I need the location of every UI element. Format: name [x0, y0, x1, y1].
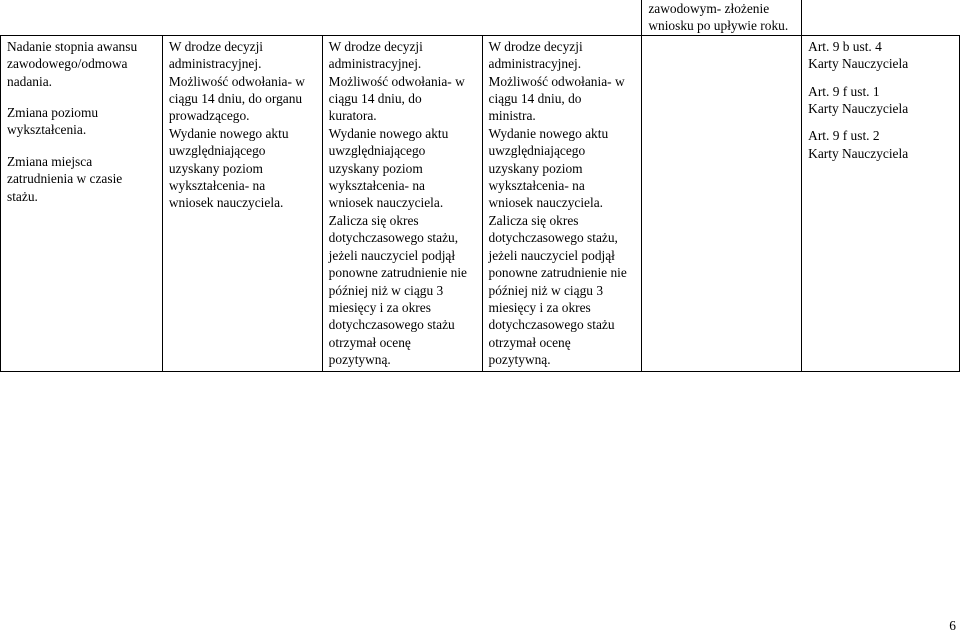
text-line: dotychczasowego stażu — [488, 317, 615, 333]
legal-ref-block — [808, 127, 951, 162]
text-line: wykształcenia- na — [328, 178, 425, 194]
text-line: wykształcenia. — [7, 122, 87, 138]
text-line: Zalicza się okres — [328, 212, 419, 228]
text-line: pozytywną. — [328, 352, 391, 368]
text-line: pozytywną. — [488, 352, 551, 368]
text-line: miesięcy i za okres — [328, 299, 431, 315]
text-line: Karty Nauczyciela — [808, 145, 909, 161]
decision-block — [489, 38, 634, 125]
text-line: wykształcenia- na — [488, 178, 585, 194]
text-line: dotychczasowego stażu, — [488, 230, 618, 246]
procedure-cell-diploma — [642, 35, 802, 371]
text-line: nadania. — [7, 73, 52, 89]
text-line: administracyjnej. — [328, 56, 422, 72]
procedure-cell-certified — [482, 35, 642, 371]
matter-block-promotion — [7, 38, 154, 90]
text-line: uwzględniającego — [328, 143, 426, 159]
text-line: ciągu 14 dniu, do organu — [168, 91, 303, 107]
empty-cell — [162, 0, 322, 35]
text-line: miesięcy i za okres — [488, 299, 591, 315]
text-line: uzyskany poziom — [328, 160, 423, 176]
text-line: Możliwość odwołania- w — [488, 73, 625, 89]
text-line: uzyskany poziom — [168, 160, 263, 176]
text-line: ciągu 14 dniu, do — [328, 91, 422, 107]
new-act-block — [169, 125, 314, 212]
text-line: Nadanie stopnia awansu — [7, 38, 138, 54]
text-line: ministra. — [488, 108, 536, 124]
decision-block — [329, 38, 474, 125]
text-line: dotychczasowego stażu — [328, 317, 455, 333]
text-line: stażu. — [7, 188, 38, 204]
text-line: uwzględniającego — [168, 143, 266, 159]
text-line: później niż w ciągu 3 — [328, 282, 444, 298]
matter-block-education — [7, 104, 154, 139]
carryover-cell — [642, 0, 802, 35]
legal-basis-cell — [802, 35, 960, 371]
matter-block-workplace — [7, 153, 154, 205]
text-line: W drodze decyzji — [488, 38, 583, 54]
text-line: zatrudnienia w czasie — [7, 171, 123, 187]
text-line: później niż w ciągu 3 — [488, 282, 604, 298]
text-line: ponowne zatrudnienie nie — [488, 265, 627, 281]
text-line: Możliwość odwołania- w — [328, 73, 465, 89]
text-line: kuratora. — [328, 108, 377, 124]
new-act-block — [489, 125, 634, 212]
page-number: 6 — [949, 618, 956, 633]
text-line: administracyjnej. — [488, 56, 582, 72]
legal-ref-block — [808, 83, 951, 118]
text-line: Art. 9 f ust. 1 — [808, 83, 880, 99]
text-line: Wydanie nowego aktu — [328, 125, 449, 141]
seniority-block — [489, 212, 634, 369]
text-line: wykształcenia- na — [168, 178, 266, 194]
text-line: wniosek nauczyciela. — [488, 195, 604, 211]
empty-cell — [482, 0, 642, 35]
procedure-cell-appointed — [322, 35, 482, 371]
text-line: jeżeli nauczyciel podjął — [488, 247, 615, 263]
text-line: zawodowego/odmowa — [7, 56, 128, 72]
text-line: W drodze decyzji — [328, 38, 423, 54]
text-line: ciągu 14 dniu, do — [488, 91, 582, 107]
carryover-row — [1, 0, 960, 35]
table-row — [1, 35, 960, 371]
text-line: prowadzącego. — [168, 108, 250, 124]
text-line: Karty Nauczyciela — [808, 101, 909, 117]
text-line: Wydanie nowego aktu — [488, 125, 609, 141]
text-line: dotychczasowego stażu, — [328, 230, 459, 246]
text-line: Art. 9 b ust. 4 — [808, 38, 882, 54]
text-line: Możliwość odwołania- w — [168, 73, 305, 89]
text-line: jeżeli nauczyciel podjął — [328, 247, 456, 263]
carryover-line: zawodowym- złożenie — [648, 1, 770, 16]
text-line: ponowne zatrudnienie nie — [328, 265, 467, 281]
text-line: Zmiana miejsca — [7, 153, 93, 169]
text-line: uwzględniającego — [488, 143, 586, 159]
text-line: Zmiana poziomu — [7, 105, 99, 121]
decision-block — [169, 38, 314, 125]
text-line: Zalicza się okres — [488, 212, 579, 228]
empty-cell — [802, 0, 960, 35]
seniority-block — [329, 212, 474, 369]
empty-cell — [1, 0, 163, 35]
text-line: administracyjnej. — [168, 56, 262, 72]
text-line: W drodze decyzji — [168, 38, 264, 54]
text-line: otrzymał ocenę — [488, 334, 571, 350]
text-line: uzyskany poziom — [488, 160, 583, 176]
legal-ref-block — [808, 38, 951, 73]
text-line: Art. 9 f ust. 2 — [808, 128, 880, 144]
carryover-line: wniosku po upływie roku. — [648, 18, 789, 34]
new-act-block — [329, 125, 474, 212]
empty-cell — [322, 0, 482, 35]
text-line: wniosek nauczyciela. — [168, 195, 284, 211]
text-line: otrzymał ocenę — [328, 334, 411, 350]
matter-cell — [1, 35, 163, 371]
text-line: wniosek nauczyciela. — [328, 195, 444, 211]
procedure-cell-contract — [162, 35, 322, 371]
text-line: Wydanie nowego aktu — [168, 125, 289, 141]
text-line: Karty Nauczyciela — [808, 56, 909, 72]
